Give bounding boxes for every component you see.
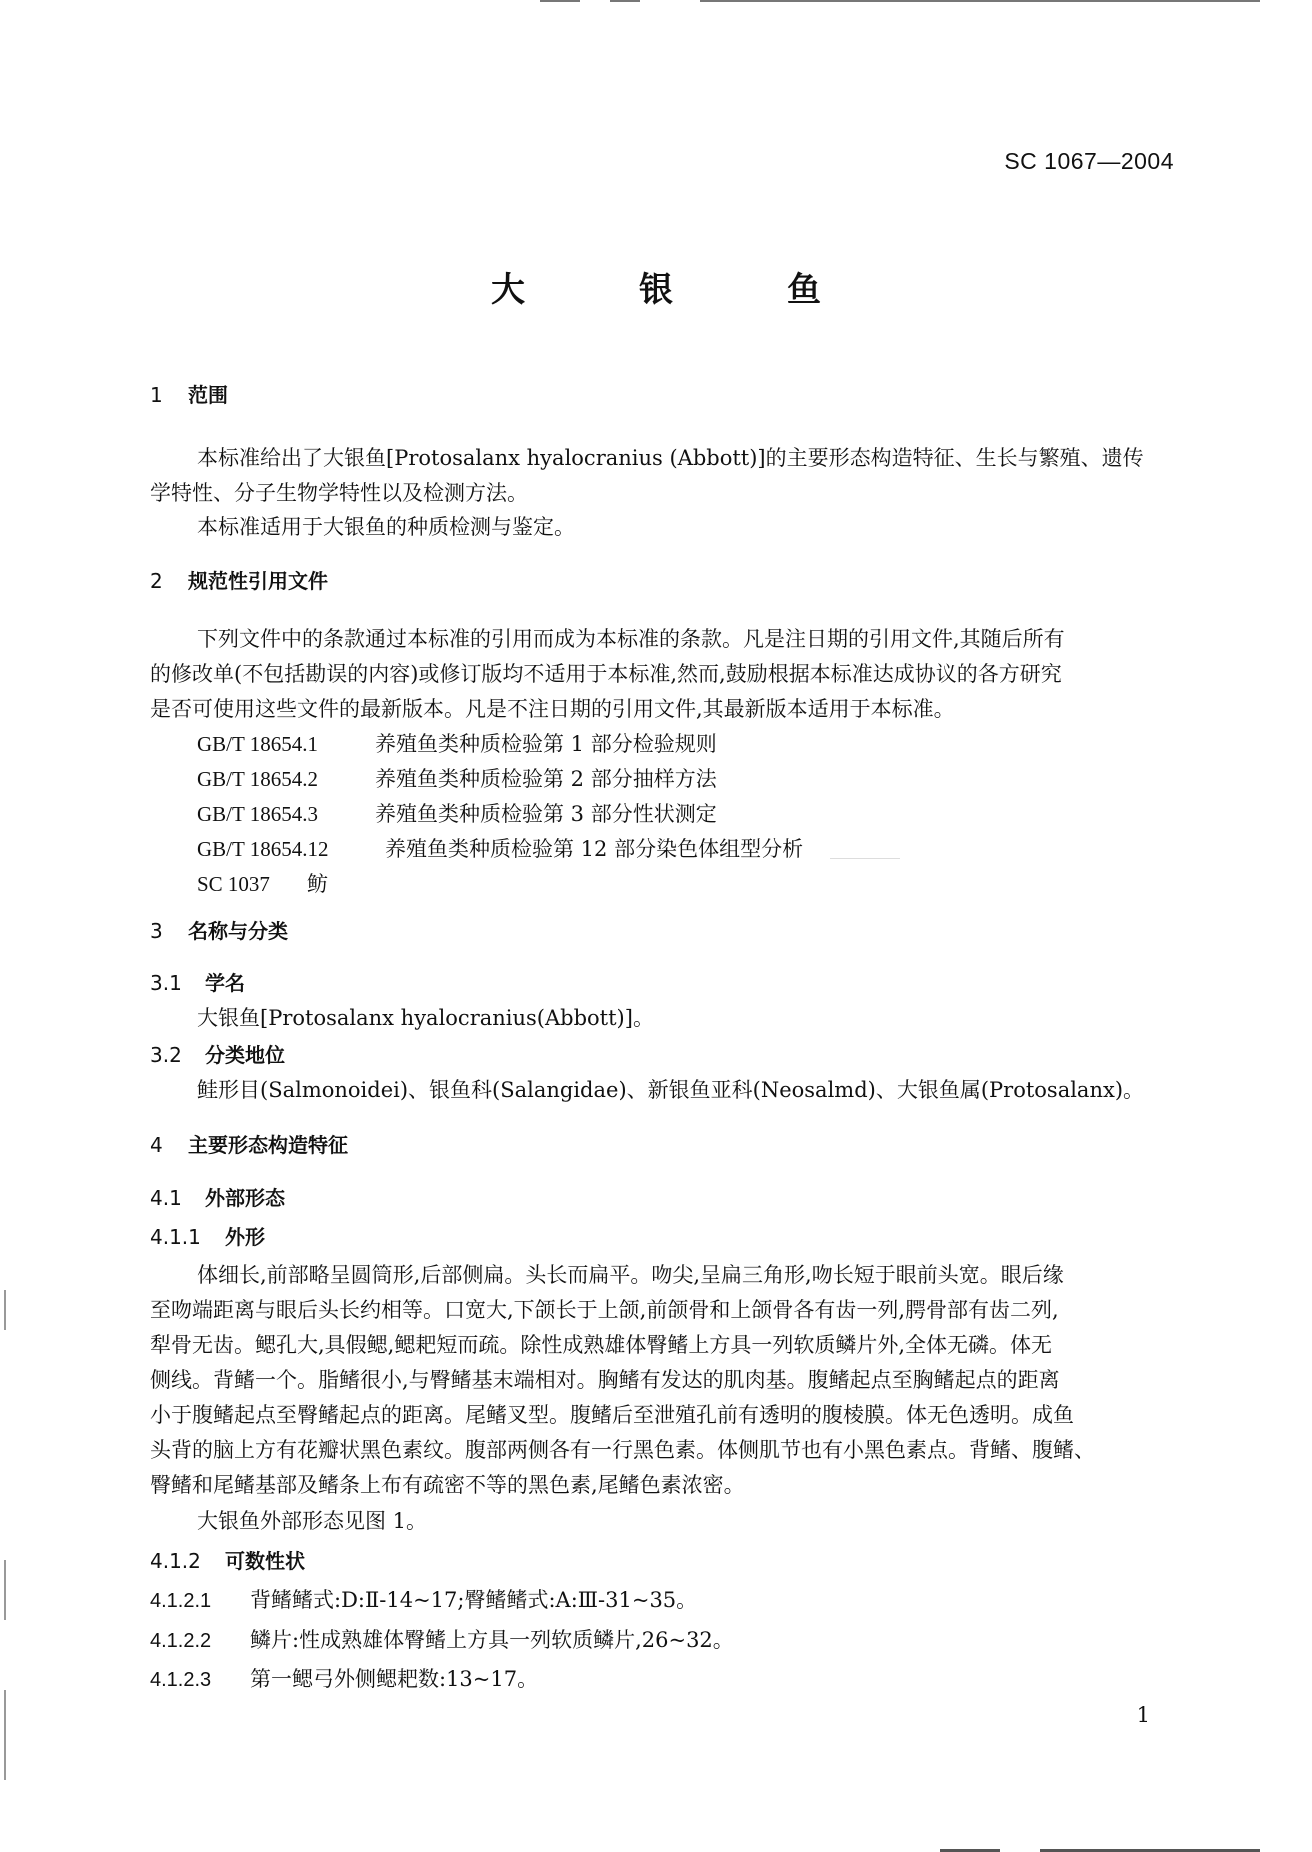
item-number: 4.1.2.3 bbox=[150, 1669, 212, 1691]
reference-item bbox=[197, 834, 803, 864]
reference-code: GB/T 18654.2 bbox=[197, 767, 318, 791]
section-4-heading bbox=[150, 1130, 348, 1160]
section-title: 可数性状 bbox=[225, 1549, 305, 1573]
section-number: 4 bbox=[150, 1133, 163, 1157]
item-text: 背鳍鳍式:D:Ⅱ-14~17;臀鳍鳍式:A:Ⅲ-31~35。 bbox=[250, 1588, 698, 1612]
item-text: 第一鳃弓外侧鳃耙数:13~17。 bbox=[250, 1667, 539, 1691]
section-title: 学名 bbox=[205, 971, 245, 995]
numbered-item bbox=[150, 1664, 538, 1695]
paragraph-line: 本标准适用于大银鱼的种质检测与鉴定。 bbox=[197, 515, 575, 539]
section-number: 2 bbox=[150, 569, 163, 593]
paragraph-line: 鲑形目(Salmonoidei)、银鱼科(Salangidae)、新银鱼亚科(Neosalmd)、大银鱼属(Protosalanx)。 bbox=[197, 1078, 1145, 1102]
scan-artifact-top bbox=[610, 0, 640, 2]
reference-item bbox=[197, 764, 717, 794]
paragraph-line: 至吻端距离与眼后头长约相等。口宽大,下颌长于上颌,前颌骨和上颌骨各有齿一列,腭骨部有齿二列, bbox=[150, 1298, 1059, 1322]
section-title: 规范性引用文件 bbox=[188, 569, 328, 593]
section-number: 1 bbox=[150, 383, 163, 407]
reference-item bbox=[197, 869, 328, 899]
standard-number: SC 1067—2004 bbox=[1004, 148, 1174, 174]
paragraph-line: 本标准给出了大银鱼[Protosalanx hyalocranius (Abbott)]的主要形态构造特征、生长与繁殖、遗传 bbox=[197, 446, 1144, 470]
reference-code: SC 1037 bbox=[197, 872, 270, 896]
reference-code: GB/T 18654.1 bbox=[197, 732, 318, 756]
scan-artifact-left bbox=[4, 1290, 6, 1330]
section-number: 3.2 bbox=[150, 1043, 182, 1067]
item-number: 4.1.2.1 bbox=[150, 1590, 212, 1612]
paragraph-line: 学特性、分子生物学特性以及检测方法。 bbox=[150, 481, 528, 505]
section-3-heading bbox=[150, 916, 288, 946]
paragraph-line: 犁骨无齿。鳃孔大,具假鳃,鳃耙短而疏。除性成熟雄体臀鳍上方具一列软质鳞片外,全体无磷。体无 bbox=[150, 1333, 1053, 1357]
reference-item bbox=[197, 729, 717, 759]
paragraph-line: 的修改单(不包括勘误的内容)或修订版均不适用于本标准,然而,鼓励根据本标准达成协议的各方研究 bbox=[150, 662, 1062, 686]
section-3-2-heading bbox=[150, 1040, 285, 1070]
paragraph-line: 侧线。背鳍一个。脂鳍很小,与臀鳍基末端相对。胸鳍有发达的肌肉基。腹鳍起点至胸鳍起点的距离 bbox=[150, 1368, 1060, 1392]
section-number: 3.1 bbox=[150, 971, 182, 995]
scan-artifact-left bbox=[4, 1690, 6, 1780]
reference-title: 养殖鱼类种质检验第 3 部分性状测定 bbox=[375, 802, 717, 826]
page-number: 1 bbox=[1136, 1703, 1150, 1727]
figure-reference: 大银鱼外部形态见图 1。 bbox=[197, 1509, 428, 1533]
section-title: 外形 bbox=[225, 1225, 265, 1249]
section-title: 范围 bbox=[188, 383, 228, 407]
paragraph-line: 臀鳍和尾鳍基部及鳍条上布有疏密不等的黑色素,尾鳍色素浓密。 bbox=[150, 1473, 745, 1497]
document-title: 大 银 鱼 bbox=[491, 270, 861, 310]
item-number: 4.1.2.2 bbox=[150, 1630, 212, 1652]
item-text: 鳞片:性成熟雄体臀鳍上方具一列软质鳞片,26~32。 bbox=[250, 1628, 734, 1652]
section-number: 4.1 bbox=[150, 1186, 182, 1210]
paragraph-line: 体细长,前部略呈圆筒形,后部侧扁。头长而扁平。吻尖,呈扁三角形,吻长短于眼前头宽。眼后缘 bbox=[197, 1263, 1064, 1287]
section-number: 4.1.1 bbox=[150, 1225, 201, 1249]
paragraph-line: 是否可使用这些文件的最新版本。凡是不注日期的引用文件,其最新版本适用于本标准。 bbox=[150, 697, 955, 721]
scan-artifact-mark bbox=[830, 858, 900, 859]
reference-title: 养殖鱼类种质检验第 2 部分抽样方法 bbox=[375, 767, 717, 791]
scan-artifact-top bbox=[700, 0, 1260, 2]
reference-item bbox=[197, 799, 717, 829]
reference-title: 养殖鱼类种质检验第 1 部分检验规则 bbox=[375, 732, 717, 756]
numbered-item bbox=[150, 1585, 697, 1616]
section-number: 4.1.2 bbox=[150, 1549, 201, 1573]
scan-artifact-left bbox=[4, 1560, 6, 1620]
section-4-1-1-heading bbox=[150, 1222, 265, 1252]
reference-code: GB/T 18654.3 bbox=[197, 802, 318, 826]
section-title: 名称与分类 bbox=[188, 919, 288, 943]
section-4-1-2-heading bbox=[150, 1546, 305, 1576]
reference-title: 养殖鱼类种质检验第 12 部分染色体组型分析 bbox=[385, 837, 804, 861]
section-3-1-heading bbox=[150, 968, 245, 998]
section-number: 3 bbox=[150, 919, 163, 943]
reference-title: 鲂 bbox=[307, 872, 328, 896]
reference-code: GB/T 18654.12 bbox=[197, 837, 329, 861]
section-title: 主要形态构造特征 bbox=[188, 1133, 348, 1157]
paragraph-line: 大银鱼[Protosalanx hyalocranius(Abbott)]。 bbox=[197, 1006, 654, 1030]
section-1-heading bbox=[150, 380, 228, 410]
section-title: 外部形态 bbox=[205, 1186, 285, 1210]
numbered-item bbox=[150, 1625, 734, 1656]
paragraph-line: 小于腹鳍起点至臀鳍起点的距离。尾鳍叉型。腹鳍后至泄殖孔前有透明的腹棱膜。体无色透明。成鱼 bbox=[150, 1403, 1074, 1427]
paragraph-line: 下列文件中的条款通过本标准的引用而成为本标准的条款。凡是注日期的引用文件,其随后所有 bbox=[197, 627, 1065, 651]
section-4-1-heading bbox=[150, 1183, 285, 1213]
scan-artifact-top bbox=[540, 0, 580, 2]
section-title: 分类地位 bbox=[205, 1043, 285, 1067]
section-2-heading bbox=[150, 566, 328, 596]
paragraph-line: 头背的脑上方有花瓣状黑色素纹。腹部两侧各有一行黑色素。体侧肌节也有小黑色素点。背鳍、腹鳍、 bbox=[150, 1438, 1095, 1462]
